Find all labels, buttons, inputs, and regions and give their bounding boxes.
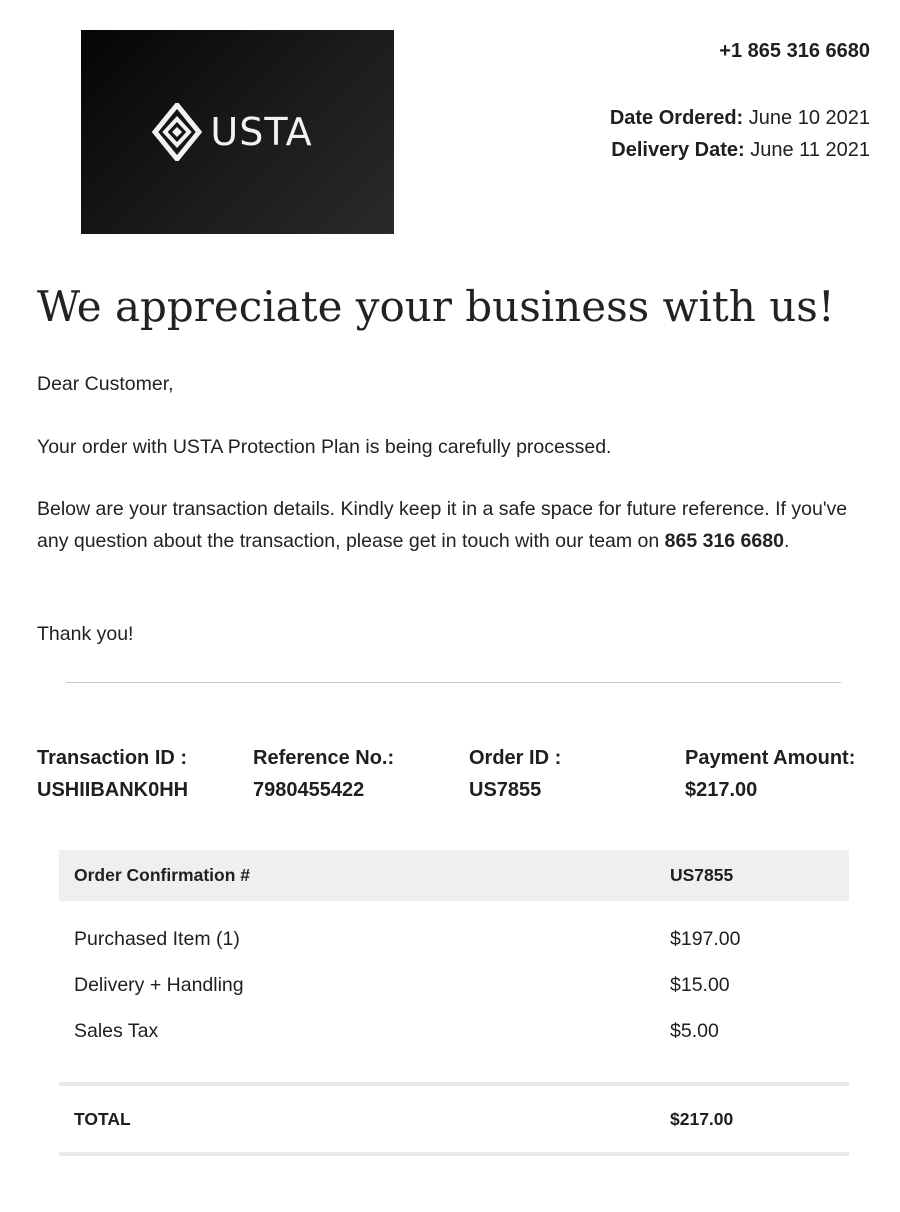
reference-no-label: Reference No.: xyxy=(253,747,395,769)
line-item-amount: $5.00 xyxy=(670,1019,719,1042)
transaction-summary xyxy=(37,742,877,806)
greeting-text: Dear Customer, xyxy=(37,373,174,395)
total-label: TOTAL xyxy=(74,1108,131,1129)
reference-no-value: 7980455422 xyxy=(253,779,365,801)
transaction-details-text xyxy=(37,493,867,557)
contact-phone[interactable]: +1 865 316 6680 xyxy=(719,40,870,62)
brand-logo xyxy=(81,30,394,234)
line-item-label: Sales Tax xyxy=(74,1019,159,1042)
order-id-block xyxy=(469,742,685,806)
transaction-id-block xyxy=(37,742,253,806)
details-end: . xyxy=(783,530,790,552)
order-id-value: US7855 xyxy=(469,779,542,801)
support-phone[interactable]: 865 316 6680 xyxy=(664,530,784,552)
total-amount: $217.00 xyxy=(670,1108,734,1129)
page-headline: We appreciate your business with us! xyxy=(37,282,835,331)
table-row xyxy=(59,916,849,962)
diamond-logo-icon xyxy=(152,103,202,161)
payment-amount-label: Payment Amount: xyxy=(685,747,856,769)
order-dates xyxy=(610,102,870,166)
payment-amount-block xyxy=(685,742,875,806)
line-item-label: Delivery + Handling xyxy=(74,973,244,996)
order-confirmation-table xyxy=(59,850,849,1156)
thanks-text: Thank you! xyxy=(37,623,134,645)
order-confirmation-label: Order Confirmation # xyxy=(74,865,250,885)
date-ordered-row xyxy=(610,102,870,134)
table-row xyxy=(59,962,849,1008)
reference-no-block xyxy=(253,742,469,806)
payment-amount-value: $217.00 xyxy=(685,779,758,801)
details-body: Below are your transaction details. Kindly keep it in a safe space for future reference. If you've any question about the transaction, please get in touch with our team on xyxy=(37,498,848,552)
delivery-date-label: Delivery Date: xyxy=(611,139,745,161)
line-item-amount: $197.00 xyxy=(670,927,741,950)
order-status-text: Your order with USTA Protection Plan is being carefully processed. xyxy=(37,436,612,458)
divider xyxy=(66,682,841,683)
total-row xyxy=(59,1086,849,1152)
order-id-label: Order ID : xyxy=(469,747,562,769)
table-header xyxy=(59,850,849,901)
line-items xyxy=(59,901,849,1054)
line-item-amount: $15.00 xyxy=(670,973,730,996)
order-confirmation-number: US7855 xyxy=(670,865,734,885)
table-row xyxy=(59,1008,849,1054)
logo-wordmark: USTA xyxy=(210,110,313,154)
transaction-id-label: Transaction ID : xyxy=(37,747,188,769)
date-ordered-value: June 10 2021 xyxy=(748,107,870,129)
delivery-date-value: June 11 2021 xyxy=(750,139,870,161)
delivery-date-row xyxy=(610,134,870,166)
line-item-label: Purchased Item (1) xyxy=(74,927,240,950)
transaction-id-value: USHIIBANK0HH xyxy=(37,779,189,801)
date-ordered-label: Date Ordered: xyxy=(609,107,744,129)
bottom-separator xyxy=(59,1152,849,1156)
